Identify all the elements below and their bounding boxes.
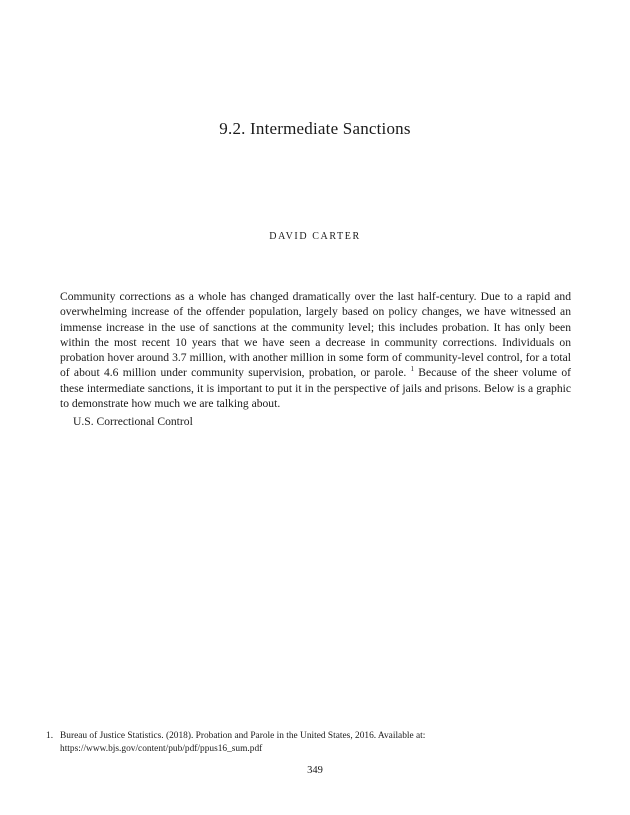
footnote-text[interactable]: Bureau of Justice Statistics. (2018). Probation and Parole in the United States, 2016. Available at: https://www.bjs.gov/content/pub/pdf/ppus16_sum.pdf bbox=[60, 731, 426, 754]
author-name: DAVID CARTER bbox=[269, 231, 361, 242]
chapter-title: 9.2. Intermediate Sanctions bbox=[219, 119, 411, 138]
footnote-reference[interactable]: 1 bbox=[410, 365, 415, 374]
body-paragraph-part2: Because of the sheer volume of these intermediate sanctions, it is important to put it in the perspective of jails and prisons. Below is a graphic to demonstrate how much we are talking about. bbox=[60, 366, 571, 411]
footnote-number: 1. bbox=[46, 731, 54, 741]
figure-label: U.S. Correctional Control bbox=[73, 415, 193, 428]
footnote bbox=[46, 730, 576, 756]
body-paragraph-part1: Community corrections as a whole has changed dramatically over the last half-century. Due to a rapid and overwhelming increase of the offender population, largely based on policy changes, we have witnessed an immense increase in the use of sanctions at the community level; this includes probation. It has only been within the most recent 10 years that we have seen a decrease in community corrections. Individuals on probation hover around 3.7 million, with another million in some form of community-level control, for a total of about 4.6 million under community supervision, probation, or parole. bbox=[60, 290, 571, 380]
page-number: 349 bbox=[307, 765, 323, 776]
body-paragraph bbox=[60, 289, 571, 411]
